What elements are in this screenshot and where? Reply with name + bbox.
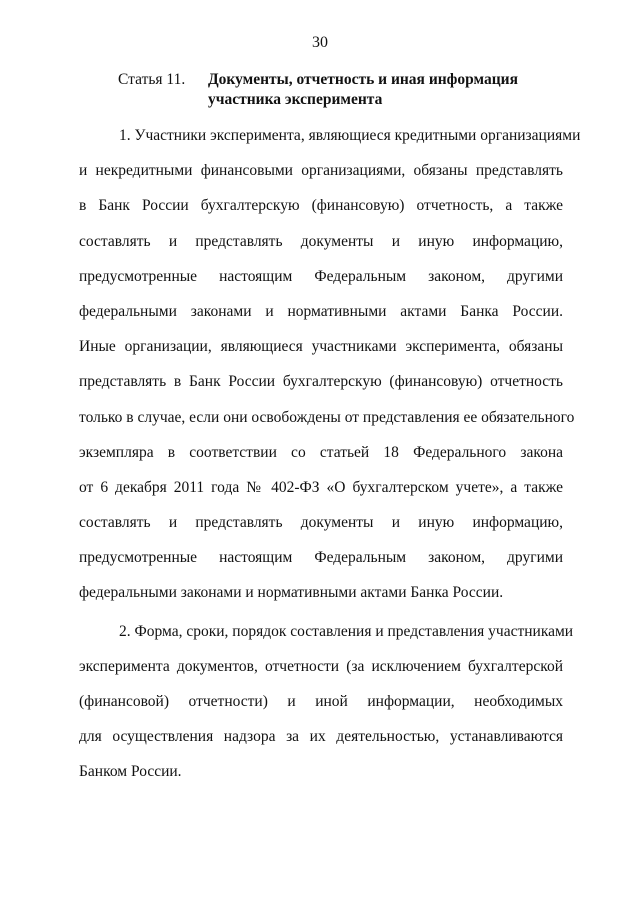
text-line: федеральными законами и нормативными актами Банка России.	[79, 584, 504, 602]
article-title-line: участника эксперимента	[208, 91, 383, 108]
article-label: Статья 11.	[118, 71, 186, 88]
text-line: (финансовой) отчетности) и иной информации, необходимых	[79, 693, 563, 710]
text-line: федеральными законами и нормативными актами Банка России.	[79, 302, 563, 320]
text-line: 1. Участники эксперимента, являющиеся кредитными организациями	[119, 127, 581, 144]
article-title-line: Документы, отчетность и иная информация	[208, 71, 518, 88]
article-title	[208, 70, 578, 110]
text-line: от 6 декабря 2011 года № 402-ФЗ «О бухгалтерском учете», а также	[79, 478, 563, 496]
text-line: и некредитными финансовыми организациями, обязаны представлять	[79, 162, 563, 180]
text-line: Иные организации, являющиеся участниками эксперимента, обязаны	[79, 338, 563, 356]
text-line: составлять и представлять документы и иную информацию,	[79, 514, 563, 532]
paragraph-1	[79, 118, 581, 611]
text-line: экземпляра в соответствии со статьей 18 Федерального закона	[79, 443, 563, 461]
text-line: 2. Форма, сроки, порядок составления и представления участниками	[119, 622, 574, 640]
paragraph-2	[79, 614, 574, 790]
page-number: 30	[312, 34, 328, 51]
text-line: представлять в Банк России бухгалтерскую (финансовую) отчетность	[79, 373, 563, 391]
text-line: предусмотренные настоящим Федеральным законом, другими	[79, 267, 563, 285]
text-line: только в случае, если они освобождены от представления ее обязательного	[79, 408, 575, 426]
text-line: предусмотренные настоящим Федеральным законом, другими	[79, 549, 563, 567]
text-line: эксперимента документов, отчетности (за исключением бухгалтерской	[79, 657, 563, 675]
article-body	[79, 118, 581, 790]
text-line: составлять и представлять документы и иную информацию,	[79, 232, 563, 250]
text-line: Банком России.	[79, 763, 182, 781]
text-line: в Банк России бухгалтерскую (финансовую) отчетность, а также	[79, 197, 563, 215]
text-line: для осуществления надзора за их деятельностью, устанавливаются	[79, 728, 563, 746]
